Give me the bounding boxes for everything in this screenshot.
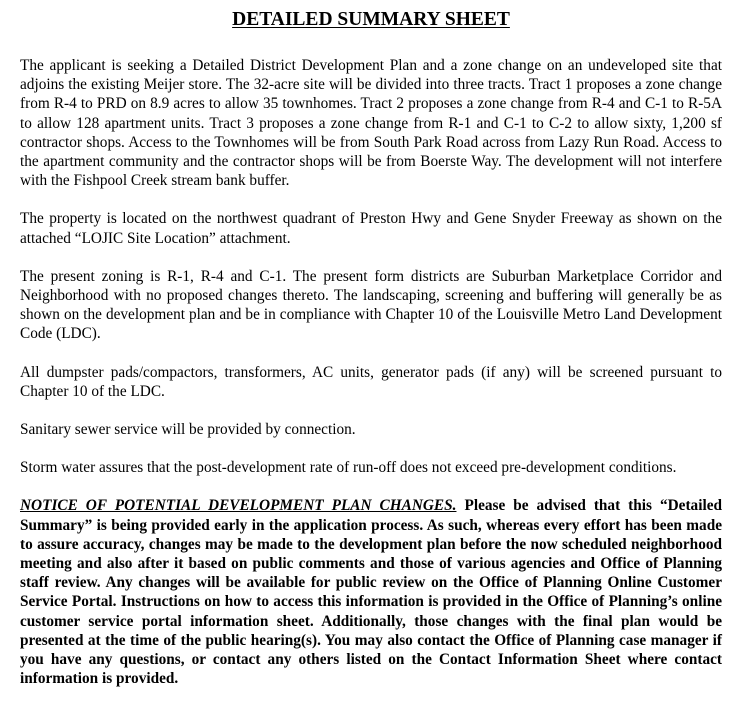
notice-paragraph <box>20 496 722 688</box>
paragraph-screening: All dumpster pads/compactors, transformers, AC units, generator pads (if any) will be screened pursuant to Chapter 10 of the LDC. <box>20 363 722 400</box>
notice-heading: NOTICE OF POTENTIAL DEVELOPMENT PLAN CHANGES. <box>20 497 457 515</box>
paragraph-project-description: The applicant is seeking a Detailed District Development Plan and a zone change on an undeveloped site that adjoins the existing Meijer store. The 32-acre site will be divided into three tracts. Tract 1 proposes a zone change from R-4 to PRD on 8.9 acres to allow 35 townhomes. Tract 2 proposes a zone change from R-4 and C-1 to R-5A to allow 128 apartment units. Tract 3 proposes a zone change from R-1 and C-1 to C-2 to allow sixty, 1,200 sf contractor shops. Access to the Townhomes will be from South Park Road across from Lazy Run Road. Access to the apartment community and the contractor shops will be from Boerste Way. The development will not interfere with the Fishpool Creek stream bank buffer. <box>20 57 722 190</box>
notice-body: Please be advised that this “Detailed Summary” is being provided early in the application process. As such, whereas every effort has been made to assure accuracy, changes may be made to the development plan before the now scheduled neighborhood meeting and also after it based on public comments and those of various agencies and Office of Planning staff review. Any changes will be available for public review on the Office of Planning Online Customer Service Portal. Instructions on how to access this information is provided in the Office of Planning’s online customer service portal information sheet. Additionally, those changes with the final plan would be presented at the time of the public hearing(s). You may also contact the Office of Planning case manager if you have any questions, or contact any others listed on the Contact Information Sheet where contact information is provided. <box>20 497 722 688</box>
document-page <box>20 0 722 688</box>
document-title: DETAILED SUMMARY SHEET <box>232 9 510 30</box>
paragraph-sanitary-sewer: Sanitary sewer service will be provided by connection. <box>20 421 356 439</box>
paragraph-storm-water: Storm water assures that the post-development rate of run-off does not exceed pre-development conditions. <box>20 459 677 477</box>
paragraph-zoning: The present zoning is R-1, R-4 and C-1. The present form districts are Suburban Marketplace Corridor and Neighborhood with no proposed changes thereto. The landscaping, screening and buffering will generally be as shown on the development plan and be in compliance with Chapter 10 of the Louisville Metro Land Development Code (LDC). <box>20 267 722 343</box>
paragraph-property-location: The property is located on the northwest quadrant of Preston Hwy and Gene Snyder Freeway as shown on the attached “LOJIC Site Location” attachment. <box>20 210 722 247</box>
